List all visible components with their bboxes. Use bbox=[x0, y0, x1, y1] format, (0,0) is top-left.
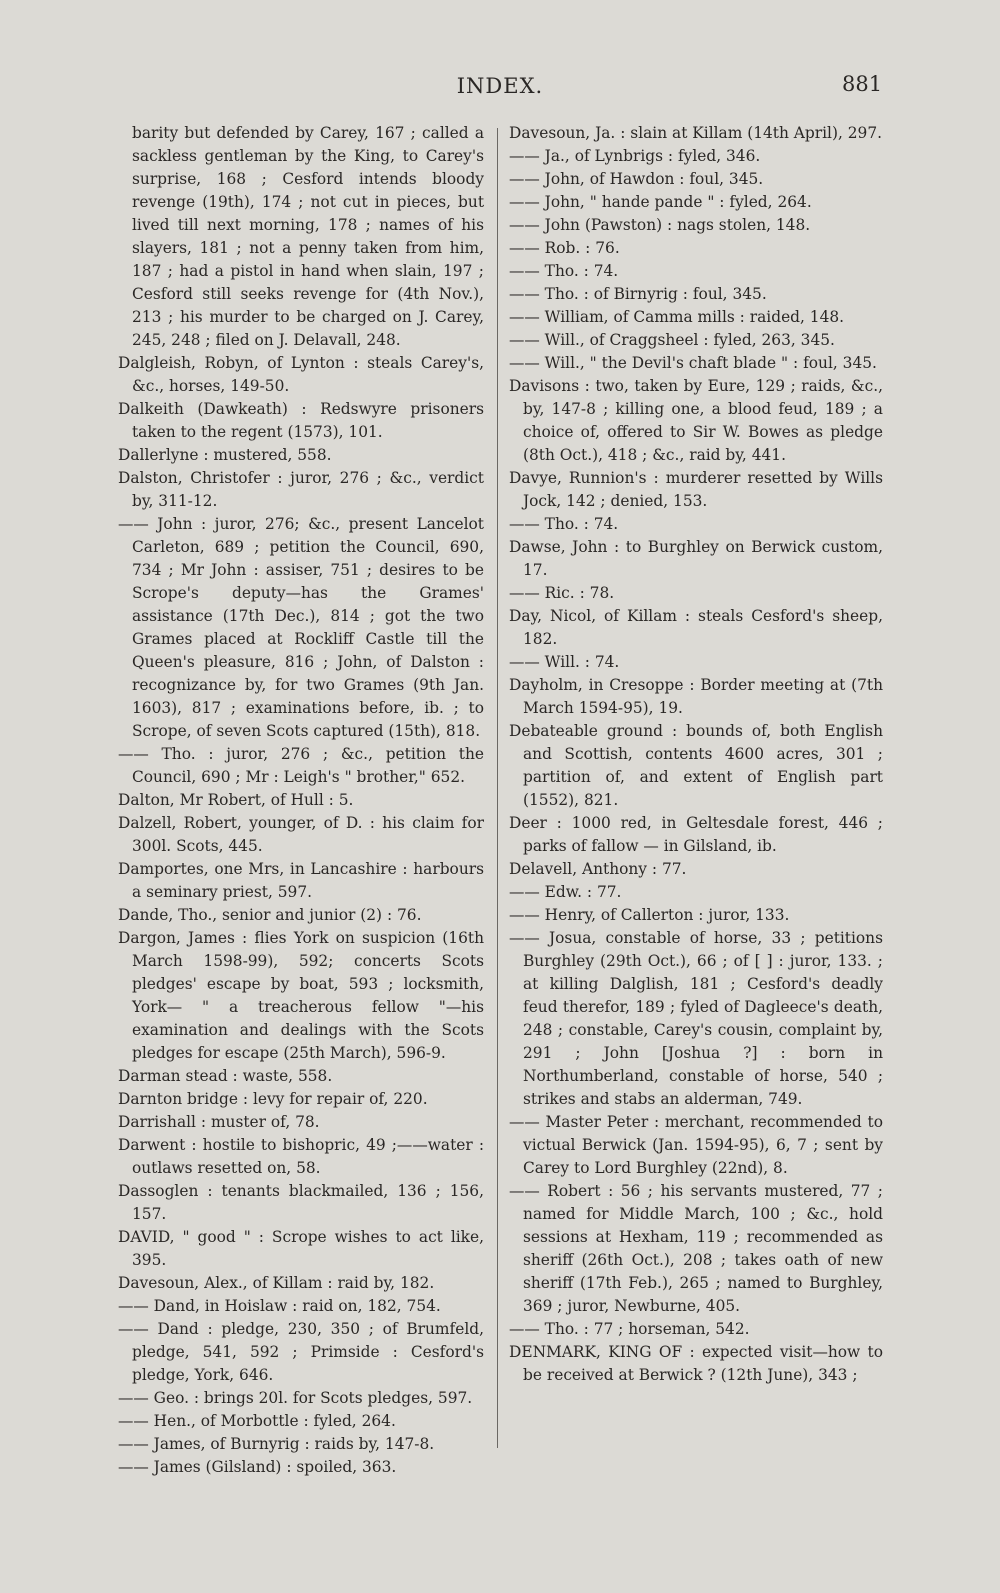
index-entry: —— Tho. : 74. bbox=[509, 262, 619, 280]
index-entry: Dallerlyne : mustered, 558. bbox=[118, 446, 332, 464]
index-entry: Damportes, one Mrs, in Lancashire : harbours a seminary priest, 597. bbox=[118, 860, 484, 901]
index-entry: —— Will., of Craggsheel : fyled, 263, 345. bbox=[509, 331, 835, 349]
index-entry: —— Rob. : 76. bbox=[509, 239, 620, 257]
index-entry: Darrishall : muster of, 78. bbox=[118, 1113, 320, 1131]
index-entry: Dassoglen : tenants blackmailed, 136 ; 156, 157. bbox=[118, 1182, 484, 1223]
index-entry: Dalkeith (Dawkeath) : Redswyre prisoners taken to the regent (1573), 101. bbox=[118, 400, 484, 441]
index-entry: DAVID, " good " : Scrope wishes to act like, 395. bbox=[118, 1228, 484, 1269]
index-entry: Deer : 1000 red, in Geltesdale forest, 446 ; parks of fallow — in Gilsland, ib. bbox=[509, 814, 883, 855]
index-entry: —— John, " hande pande " : fyled, 264. bbox=[509, 193, 812, 211]
index-entry: Davesoun, Ja. : slain at Killam (14th April), 297. bbox=[509, 124, 883, 142]
index-entry: —— Geo. : brings 20l. for Scots pledges, 597. bbox=[118, 1389, 473, 1407]
index-entry: —— Josua, constable of horse, 33 ; petitions Burghley (29th Oct.), 66 ; of [ ] : juror, 133. ; at killing Dalglish, 181 ; Cesford's deadly feud therefor, 189 ; fyled of Dagleece's death, 248 ; constable, Carey's cousin, complaint by, 291 ; John [Joshua ?] : born in Northumberland, constable of horse, 540 ; strikes and stabs an alderman, 749. bbox=[509, 929, 883, 1108]
index-entry: —— Henry, of Callerton : juror, 133. bbox=[509, 906, 790, 924]
index-entry: barity but defended by Carey, 167 ; called a sackless gentleman by the King, to Carey's surprise, 168 ; Cesford intends bloody revenge (19th), 174 ; not cut in pieces, but lived till next morning, 178 ; names of his slayers, 181 ; not a penny taken from him, 187 ; had a pistol in hand when slain, 197 ; Cesford still seeks revenge for (4th Nov.), 213 ; his murder to be charged on J. Carey, 245, 248 ; filed on J. Delavall, 248. bbox=[132, 124, 484, 349]
index-entry: —— Tho. : of Birnyrig : foul, 345. bbox=[509, 285, 767, 303]
index-entry: —— Master Peter : merchant, recommended to victual Berwick (Jan. 1594-95), 6, 7 ; sent by Carey to Lord Burghley (22nd), 8. bbox=[509, 1113, 883, 1177]
index-entry: —— Will., " the Devil's chaft blade " : foul, 345. bbox=[509, 354, 877, 372]
index-entry: Dargon, James : flies York on suspicion (16th March 1598-99), 592; concerts Scots pledges' escape by boat, 593 ; locksmith, York— " a treacherous fellow "—his examination and dealings with the Scots pledges for escape (25th March), 596-9. bbox=[118, 929, 484, 1062]
index-entry: —— John (Pawston) : nags stolen, 148. bbox=[509, 216, 811, 234]
index-entry: Dawse, John : to Burghley on Berwick custom, 17. bbox=[509, 538, 883, 579]
index-entry: —— Robert : 56 ; his servants mustered, 77 ; named for Middle March, 100 ; &c., hold sessions at Hexham, 119 ; recommended as sheriff (26th Oct.), 208 ; takes oath of new sheriff (17th Feb.), 265 ; named to Burghley, 369 ; juror, Newburne, 405. bbox=[509, 1182, 883, 1315]
right-column bbox=[509, 122, 883, 1387]
index-entry: Dalzell, Robert, younger, of D. : his claim for 300l. Scots, 445. bbox=[118, 814, 484, 855]
index-entry: —— Hen., of Morbottle : fyled, 264. bbox=[118, 1412, 396, 1430]
index-entry: —— James, of Burnyrig : raids by, 147-8. bbox=[118, 1435, 435, 1453]
index-entry: Dayholm, in Cresoppe : Border meeting at (7th March 1594-95), 19. bbox=[509, 676, 883, 717]
index-entry: Darwent : hostile to bishopric, 49 ;——water : outlaws resetted on, 58. bbox=[118, 1136, 484, 1177]
index-entry: —— Tho. : juror, 276 ; &c., petition the Council, 690 ; Mr : Leigh's " brother," 652. bbox=[118, 745, 484, 786]
index-entry: —— William, of Camma mills : raided, 148. bbox=[509, 308, 845, 326]
index-entry: —— John : juror, 276; &c., present Lancelot Carleton, 689 ; petition the Council, 690, 734 ; Mr John : assiser, 751 ; desires to be Scrope's deputy—has the Grames' assistance (17th Dec.), 814 ; got the two Grames placed at Rockliff Castle till the Queen's pleasure, 816 ; John, of Dalston : recognizance by, for two Grames (9th Jan. 1603), 817 ; examinations before, ib. ; to Scrope, of seven Scots captured (15th), 818. bbox=[118, 515, 484, 740]
index-entry: —— Ja., of Lynbrigs : fyled, 346. bbox=[509, 147, 761, 165]
index-entry: —— Tho. : 74. bbox=[509, 515, 619, 533]
index-entry: —— James (Gilsland) : spoiled, 363. bbox=[118, 1458, 397, 1476]
index-entry: Davisons : two, taken by Eure, 129 ; raids, &c., by, 147-8 ; killing one, a blood feud, 189 ; a choice of, offered to Sir W. Bowes as pledge (8th Oct.), 418 ; &c., raid by, 441. bbox=[509, 377, 883, 464]
index-entry: Darnton bridge : levy for repair of, 220. bbox=[118, 1090, 428, 1108]
index-entry: Davesoun, Alex., of Killam : raid by, 182. bbox=[118, 1274, 435, 1292]
index-entry: Dande, Tho., senior and junior (2) : 76. bbox=[118, 906, 422, 924]
column-divider bbox=[497, 128, 498, 1448]
index-entry: Darman stead : waste, 558. bbox=[118, 1067, 333, 1085]
index-entry: —— Dand, in Hoislaw : raid on, 182, 754. bbox=[118, 1297, 441, 1315]
left-column bbox=[118, 122, 484, 1479]
index-entry: Dalston, Christofer : juror, 276 ; &c., verdict by, 311-12. bbox=[118, 469, 484, 510]
index-entry: —— Ric. : 78. bbox=[509, 584, 615, 602]
index-entry: —— Will. : 74. bbox=[509, 653, 620, 671]
index-entry: Davye, Runnion's : murderer resetted by Wills Jock, 142 ; denied, 153. bbox=[509, 469, 883, 510]
index-entry: —— Dand : pledge, 230, 350 ; of Brumfeld, pledge, 541, 592 ; Primside : Cesford's pledge, York, 646. bbox=[118, 1320, 484, 1384]
index-entry: Day, Nicol, of Killam : steals Cesford's sheep, 182. bbox=[509, 607, 883, 648]
index-entry: Dalgleish, Robyn, of Lynton : steals Carey's, &c., horses, 149-50. bbox=[118, 354, 484, 395]
page-number: 881 bbox=[842, 72, 883, 96]
index-entry: —— Tho. : 77 ; horseman, 542. bbox=[509, 1320, 750, 1338]
index-entry: —— Edw. : 77. bbox=[509, 883, 622, 901]
index-entry: Debateable ground : bounds of, both English and Scottish, contents 4600 acres, 301 ; partition of, and extent of English part (1552), 821. bbox=[509, 722, 883, 809]
index-entry: —— John, of Hawdon : foul, 345. bbox=[509, 170, 764, 188]
index-entry: DENMARK, KING OF : expected visit—how to be received at Berwick ? (12th June), 343 ; bbox=[509, 1343, 883, 1384]
index-entry: Delavell, Anthony : 77. bbox=[509, 860, 687, 878]
index-entry: Dalton, Mr Robert, of Hull : 5. bbox=[118, 791, 354, 809]
page-title: INDEX. bbox=[456, 74, 544, 98]
